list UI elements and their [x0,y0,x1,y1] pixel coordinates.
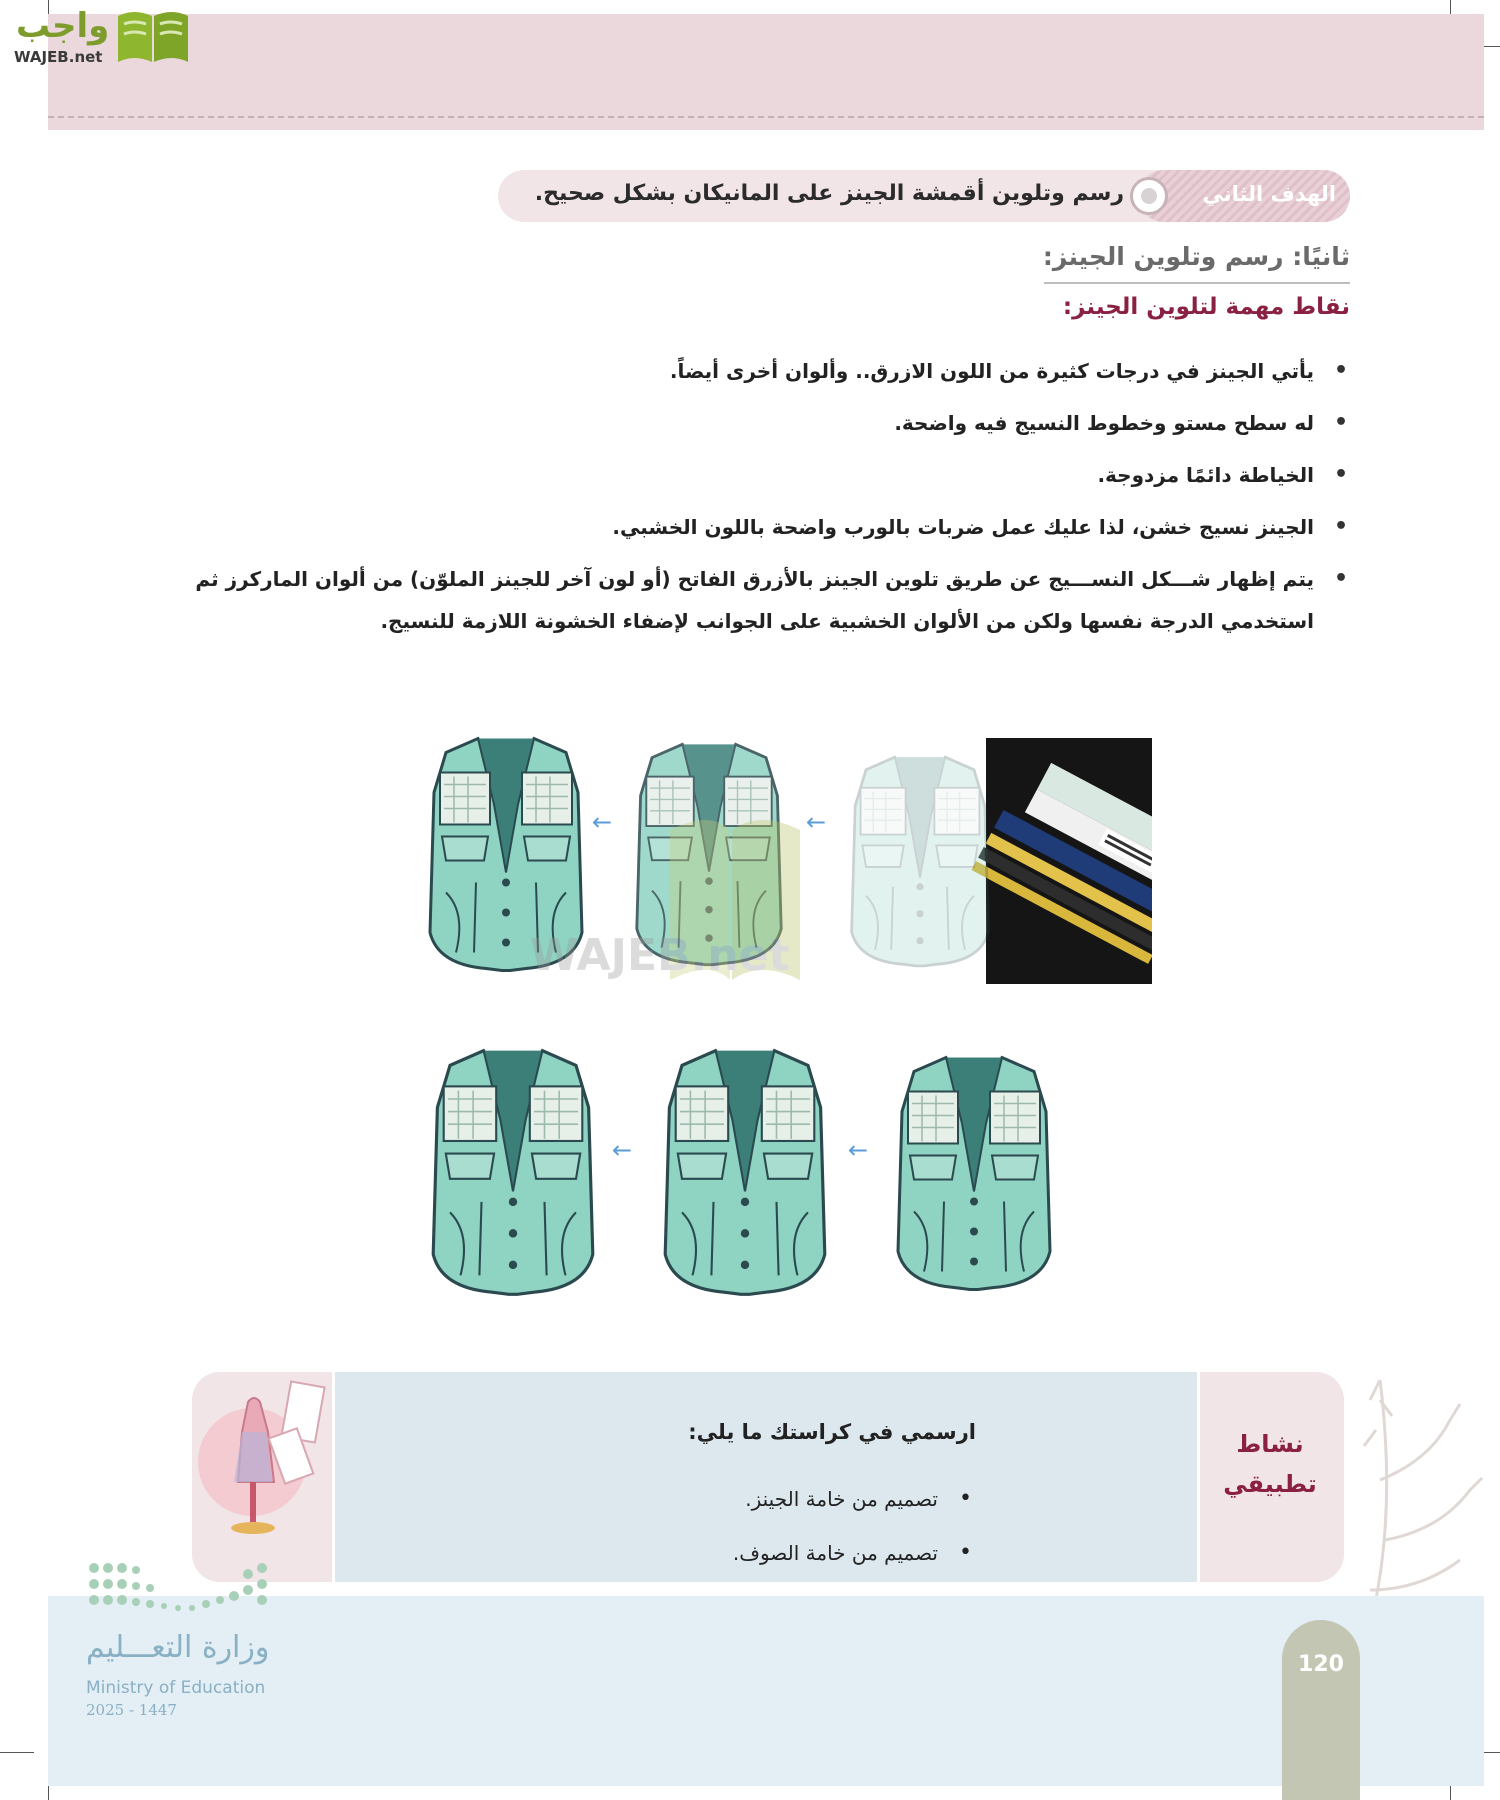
goal-tag [1138,170,1350,222]
goal-tag-label: الهدف الثاني [1202,182,1336,206]
vest-sketch-stage-6 [408,1034,618,1312]
arrow-left-icon: ← [848,1136,869,1164]
vest-sketch-stage-4 [874,1038,1074,1310]
ministry-logo-dots [88,1560,278,1630]
list-item: • الجينز نسيج خشن، لذا عليك عمل ضربات بالورب واضحة باللون الخشبي. [190,506,1350,548]
edition-year: 2025 - 1447 [86,1701,177,1719]
page-number: 120 [1298,1652,1344,1677]
header-band [48,14,1484,130]
arrow-left-icon: ← [592,808,613,836]
section-divider [1044,282,1350,284]
svg-text:WAJEB.net: WAJEB.net [530,930,790,981]
activity-label-box [1197,1372,1344,1582]
list-item: • يتم إظهار شـــكل النســـيج عن طريق تلوين الجينز بالأزرق الفاتح (أو لون آخر للجينز الملوّن) من ألوان الماركرز ثم استخدمي الدرجة نفسها ولكن من الألوان الخشبية على الجوانب لإضفاء الخشونة اللازمة للنسيج. [190,558,1350,642]
ministry-name-english: Ministry of Education [86,1678,266,1698]
vest-sketch-stage-5 [640,1034,850,1312]
mannequin-icon [192,1372,332,1582]
arrow-left-icon: ← [612,1136,633,1164]
activity-label [1220,1424,1320,1504]
activity-label-line2: تطبيقي [1223,1470,1317,1498]
goal-bar [498,170,1350,222]
activity-box [192,1372,1344,1582]
list-item: • تصميم من خامة الصوف. [733,1526,976,1580]
arrow-left-icon: ← [806,808,827,836]
logo-word: واجب [16,6,110,46]
ministry-name-arabic: وزارة التعـــليم [86,1630,270,1665]
list-item: • تصميم من خامة الجينز. [733,1472,976,1526]
activity-image-box [192,1372,335,1582]
page-number-tab [1282,1620,1360,1800]
wajeb-logo[interactable] [8,6,192,68]
crop-mark [0,1752,34,1753]
book-icon [114,6,192,66]
list-item: • له سطح مستو وخطوط النسيج فيه واضحة. [190,402,1350,444]
header-dashed-line [48,116,1484,118]
list-item: • الخياطة دائمًا مزدوجة. [190,454,1350,496]
goal-text: رسم وتلوين أقمشة الجينز على المانيكان بشكل صحيح. [534,181,1124,206]
list-item: • يأتي الجينز في درجات كثيرة من اللون الازرق.. وألوان أخرى أيضاً. [190,350,1350,392]
section-title: ثانيًا: رسم وتلوين الجينز: [1042,242,1350,271]
activity-intro: ارسمي في كراستك ما يلي: [688,1420,976,1444]
subsection-title: نقاط مهمة لتلوين الجينز: [1062,294,1350,320]
tips-list [190,350,1350,652]
logo-subtitle: WAJEB.net [14,48,103,66]
activity-label-line1: نشاط [1236,1430,1304,1458]
button-icon [1130,177,1168,215]
watermark-logo [520,800,940,990]
activity-list [733,1472,976,1580]
